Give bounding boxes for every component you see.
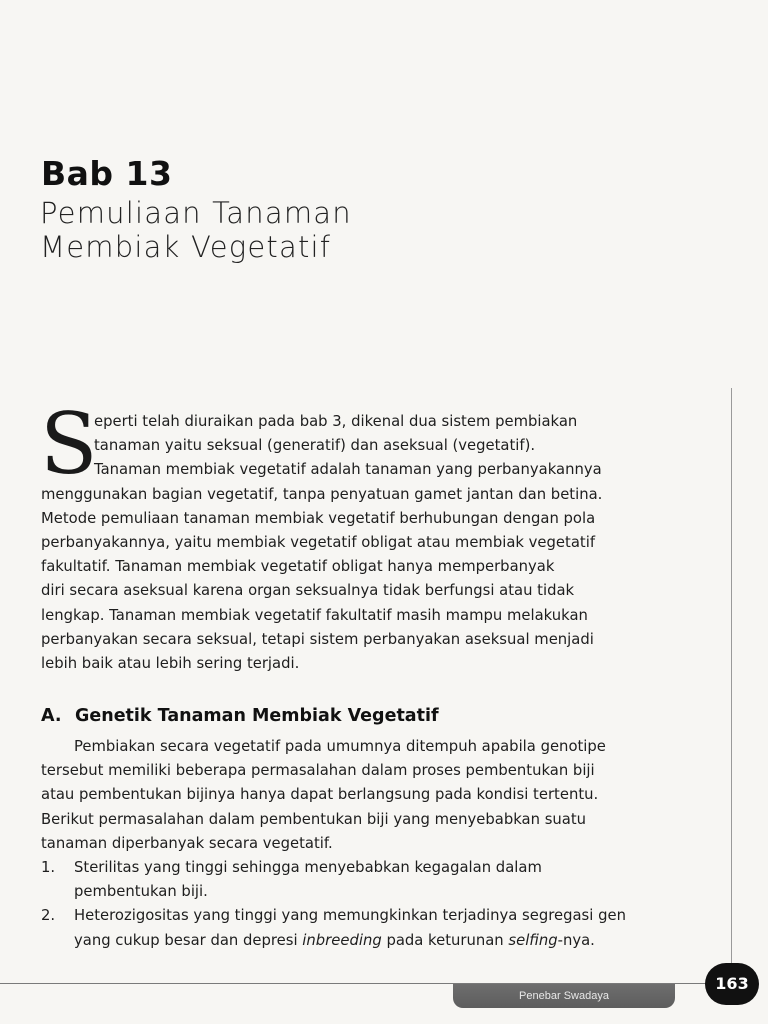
paragraph-line: atau pembentukan bijinya hanya dapat berlangsung pada kondisi tertentu.: [41, 786, 599, 804]
paragraph-line: eperti telah diuraikan pada bab 3, dikenal dua sistem pembiakan: [94, 413, 578, 430]
publisher-tab: Penebar Swadaya: [453, 984, 675, 1008]
list-line: Sterilitas yang tinggi sehingga menyebabkan kegagalan dalam: [74, 859, 542, 876]
section-letter: A.: [41, 706, 62, 726]
italic-term: inbreeding: [302, 931, 382, 949]
paragraph-line: fakultatif. Tanaman membiak vegetatif obligat hanya memperbanyak: [41, 558, 555, 576]
list-item: [41, 904, 721, 952]
paragraph-line: Berikut permasalahan dalam pembentukan biji yang menyebabkan suatu: [41, 810, 587, 828]
list-line: Heterozigositas yang tinggi yang memungkinkan terjadinya segregasi gen: [74, 907, 626, 925]
list-number: 2.: [41, 907, 56, 925]
chapter-title: [40, 196, 352, 264]
paragraph-line: Metode pemuliaan tanaman membiak vegetatif berhubungan dengan pola: [41, 509, 596, 527]
paragraph-line: Tanaman membiak vegetatif adalah tanaman yang perbanyakannya: [94, 461, 602, 479]
drop-cap: S: [40, 395, 98, 493]
paragraph-line: diri secara aseksual karena organ seksualnya tidak berfungsi atau tidak: [41, 582, 575, 600]
paragraph-line: tersebut memiliki beberapa permasalahan dalam proses pembentukan biji: [41, 762, 595, 780]
list-text: yang cukup besar dan depresi: [74, 931, 303, 949]
italic-term: selfing: [508, 931, 558, 949]
list-line: [74, 929, 721, 953]
list-item: [41, 856, 721, 904]
list-line: pembentukan biji.: [74, 883, 208, 901]
list-number: 1.: [41, 859, 56, 876]
paragraph-line: Pembiakan secara vegetatif pada umumnya ditempuh apabila genotipe: [74, 738, 606, 755]
paragraph-line: tanaman diperbanyak secara vegetatif.: [41, 834, 333, 852]
chapter-title-line: Pemuliaan Tanaman: [40, 196, 352, 230]
paragraph-line: lengkap. Tanaman membiak vegetatif fakultatif masih mampu melakukan: [41, 606, 588, 624]
list-text: -nya.: [557, 931, 595, 949]
paragraph-line: perbanyakan secara seksual, tetapi sistem perbanyakan aseksual menjadi: [41, 630, 594, 648]
intro-paragraph: [41, 410, 681, 676]
section-heading: [41, 706, 439, 726]
list-text: pada keturunan: [381, 931, 509, 949]
numbered-list: [41, 856, 721, 953]
paragraph-line: tanaman yaitu seksual (generatif) dan aseksual (vegetatif).: [94, 437, 536, 455]
section-heading-text: Genetik Tanaman Membiak Vegetatif: [75, 706, 439, 726]
chapter-title-line: Membiak Vegetatif: [40, 230, 332, 264]
margin-rule: [731, 388, 732, 964]
section-paragraph: [41, 735, 681, 856]
chapter-number: Bab 13: [41, 154, 173, 193]
paragraph-line: perbanyakannya, yaitu membiak vegetatif obligat atau membiak vegetatif: [41, 534, 596, 552]
paragraph-line: lebih baik atau lebih sering terjadi.: [41, 655, 300, 673]
paragraph-line: menggunakan bagian vegetatif, tanpa penyatuan gamet jantan dan betina.: [41, 485, 603, 503]
page-number-badge: 163: [705, 963, 759, 1005]
